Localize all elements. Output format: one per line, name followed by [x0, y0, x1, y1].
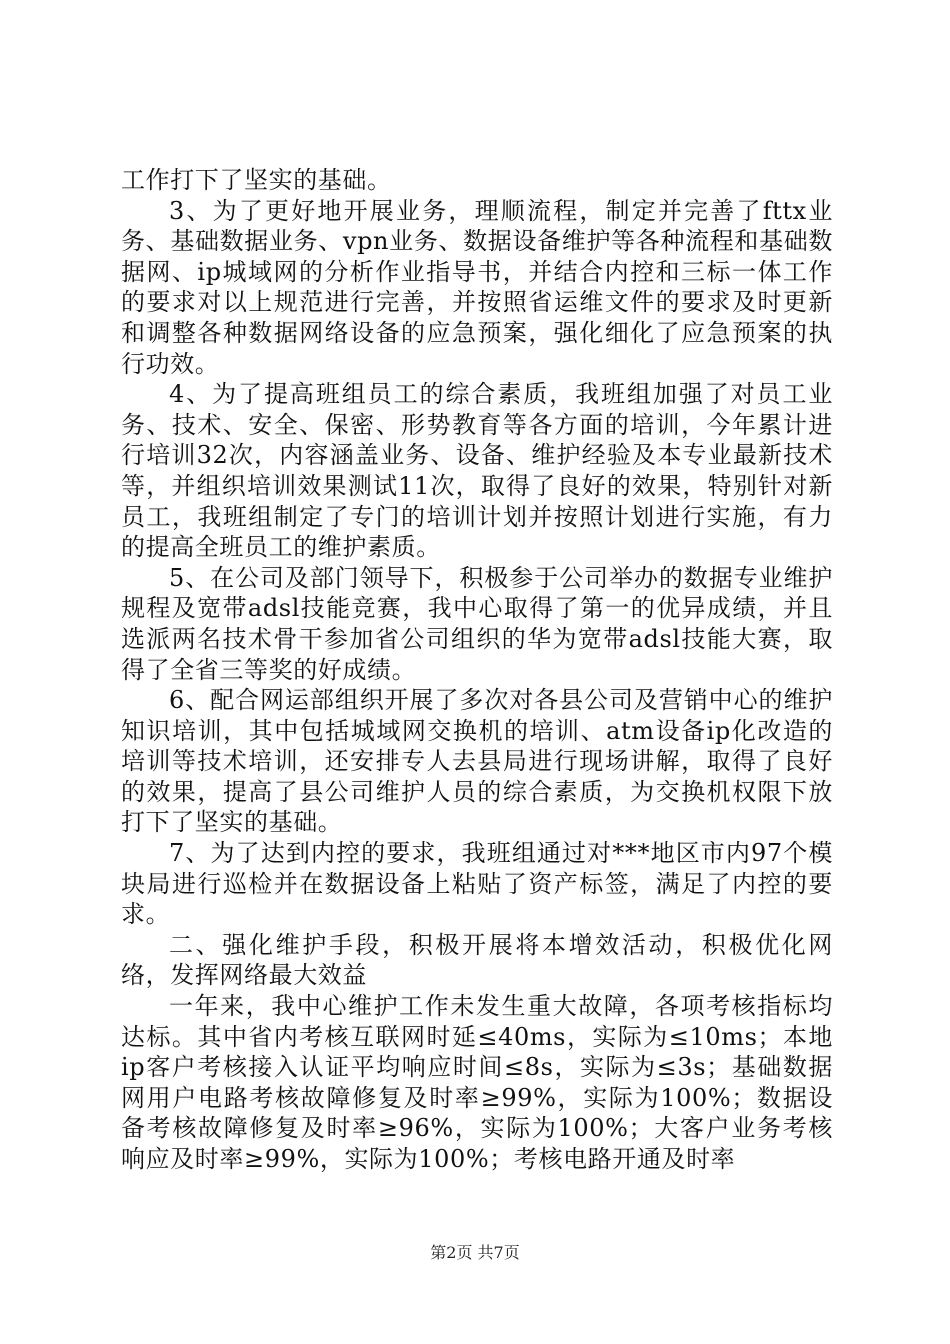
document-body [121, 165, 833, 1175]
paragraph-item-6: 6、配合网运部组织开展了多次对各县公司及营销中心的维护知识培训，其中包括城域网交换机的培训、atm设备ip化改造的培训等技术培训，还安排专人去县局进行现场讲解，取得了良好的效果，提高了县公司维护人员的综合素质，为交换机权限下放打下了坚实的基础。 [121, 686, 833, 837]
paragraph-summary: 一年来，我中心维护工作未发生重大故障，各项考核指标均达标。其中省内考核互联网时延≤40ms，实际为≤10ms；本地ip客户考核接入认证平均响应时间≤8s，实际为≤3s；基础数据网用户电路考核故障修复及时率≥99%，实际为100%；数据设备考核故障修复及时率≥96%，实际为100%；大客户业务考核响应及时率≥99%，实际为100%；考核电路开通及时率 [121, 992, 833, 1173]
paragraph-item-7: 7、为了达到内控的要求，我班组通过对***地区市内97个模块局进行巡检并在数据设备上粘贴了资产标签，满足了内控的要求。 [121, 839, 833, 929]
paragraph-continuation: 工作打下了坚实的基础。 [121, 166, 392, 194]
paragraph-item-5: 5、在公司及部门领导下，积极参于公司举办的数据专业维护规程及宽带adsl技能竞赛，我中心取得了第一的优异成绩，并且选派两名技术骨干参加省公司组织的华为宽带adsl技能大赛，取得了全省三等奖的好成绩。 [121, 563, 833, 684]
paragraph-item-3: 3、为了更好地开展业务，理顺流程，制定并完善了fttx业务、基础数据业务、vpn业务、数据设备维护等各种流程和基础数据网、ip城域网的分析作业指导书，并结合内控和三标一体工作的要求对以上规范进行完善，并按照省运维文件的要求及时更新和调整各种数据网络设备的应急预案，强化细化了应急预案的执行功效。 [121, 196, 833, 378]
section-heading-2: 二、强化维护手段，积极开展将本增效活动，积极优化网络，发挥网络最大效益 [121, 930, 833, 990]
paragraph-item-4: 4、为了提高班组员工的综合素质，我班组加强了对员工业务、技术、安全、保密、形势教育等各方面的培训，今年累计进行培训32次，内容涵盖业务、设备、维护经验及本专业最新技术等，并组织培训效果测试11次，取得了良好的效果，特别针对新员工，我班组制定了专门的培训计划并按照计划进行实施，有力的提高全班员工的维护素质。 [121, 380, 833, 562]
page-footer: 第2页 共7页 [430, 1243, 520, 1262]
